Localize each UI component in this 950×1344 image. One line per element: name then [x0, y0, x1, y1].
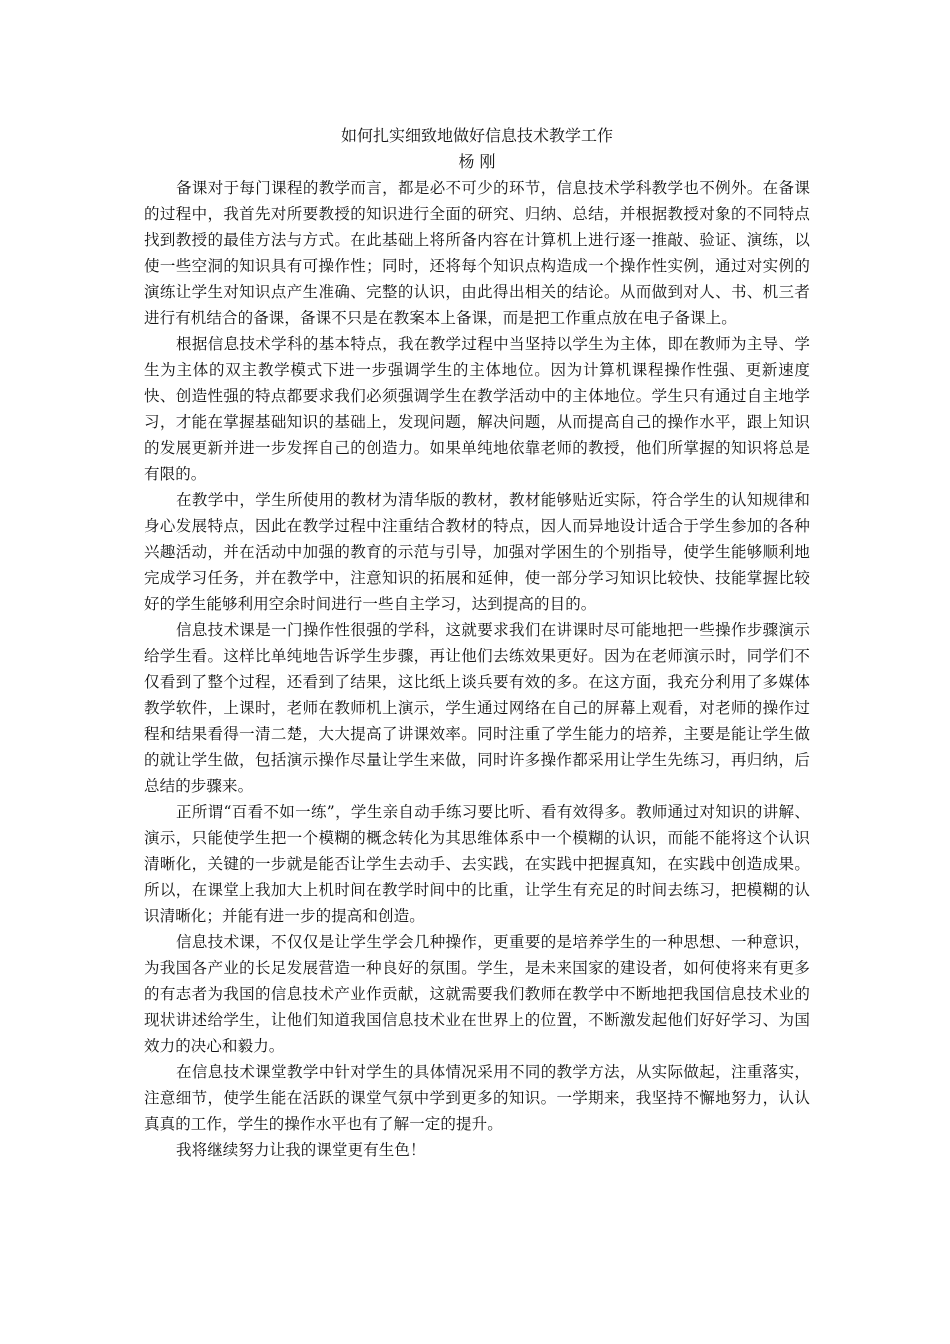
paragraph-closing: 我将继续努力让我的课堂更有生色！	[176, 1141, 426, 1159]
paragraph-textbook: 在教学中，学生所使用的教材为清华版的教材，教材能够贴近实际，符合学生的认知规律和身心发展特点，因此在教学过程中注重结合教材的特点，因人而异地设计适合于学生参加的各种兴趣活动，并在活动中加强的教育的示范与引导，加强对学困生的个别指导，使学生能够顺利地完成学习任务，并在教学中，注意知识的拓展和延伸，使一部分学习知识比较快、技能掌握比较好的学生能够利用空余时间进行一些自主学习，达到提高的目的。	[144, 491, 810, 613]
document-title: 如何扎实细致地做好信息技术教学工作	[340, 126, 613, 145]
paragraph-ideology: 信息技术课，不仅仅是让学生学会几种操作，更重要的是培养学生的一种思想、一种意识，为我国各产业的长足发展营造一种良好的氛围。学生，是未来国家的建设者，如何使将来有更多的有志者为我国的信息技术产业作贡献，这就需要我们教师在教学中不断地把我国信息技术业的现状讲述给学生，让他们知道我国信息技术业在世界上的位置，不断激发起他们好好学习、为国效力的决心和毅力。	[144, 933, 810, 1055]
paragraph-practice: 正所谓“百看不如一练”，学生亲自动手练习要比听、看有效得多。教师通过对知识的讲解、演示，只能使学生把一个模糊的概念转化为其思维体系中一个模糊的认识，而能不能将这个认识清晰化，关键的一步就是能否让学生去动手、去实践，在实践中把握真知，在实践中创造成果。所以，在课堂上我加大上机时间在教学时间中的比重，让学生有充足的时间去练习，把模糊的认识清晰化；并能有进一步的提高和创造。	[144, 803, 810, 925]
document-page	[144, 123, 810, 1163]
paragraph-student-subject: 根据信息技术学科的基本特点，我在教学过程中当坚持以学生为主体，即在教师为主导、学生为主体的双主教学模式下进一步强调学生的主体地位。因为计算机课程操作性强、更新速度快、创造性强的特点都要求我们必须强调学生在教学活动中的主体地位。学生只有通过自主地学习，才能在掌握基础知识的基础上，发现问题，解决问题，从而提高自己的操作水平，跟上知识的发展更新并进一步发挥自己的创造力。如果单纯地依靠老师的教授，他们所掌握的知识将总是有限的。	[144, 335, 810, 483]
paragraph-methods: 在信息技术课堂教学中针对学生的具体情况采用不同的教学方法，从实际做起，注重落实，注意细节，使学生能在活跃的课堂气氛中学到更多的知识。一学期来，我坚持不懈地努力，认认真真的工作，学生的操作水平也有了解一定的提升。	[144, 1063, 810, 1133]
paragraph-demonstration: 信息技术课是一门操作性很强的学科，这就要求我们在讲课时尽可能地把一些操作步骤演示给学生看。这样比单纯地告诉学生步骤，再让他们去练效果更好。因为在老师演示时，同学们不仅看到了整个过程，还看到了结果，这比纸上谈兵要有效的多。在这方面，我充分利用了多媒体教学软件，上课时，老师在教师机上演示，学生通过网络在自己的屏幕上观看，对老师的操作过程和结果看得一清二楚，大大提高了讲课效率。同时注重了学生能力的培养，主要是能让学生做的就让学生做，包括演示操作尽量让学生来做，同时许多操作都采用让学生先练习，再归纳，后总结的步骤来。	[144, 621, 810, 795]
paragraph-lesson-prep: 备课对于每门课程的教学而言，都是必不可少的环节，信息技术学科教学也不例外。在备课的过程中，我首先对所要教授的知识进行全面的研究、归纳、总结，并根据教授对象的不同特点找到教授的最佳方法与方式。在此基础上将所备内容在计算机上进行逐一推敲、验证、演练，以使一些空洞的知识具有可操作性；同时，还将每个知识点构造成一个操作性实例，通过对实例的演练让学生对知识点产生准确、完整的认识，由此得出相关的结论。从而做到对人、书、机三者进行有机结合的备课，备课不只是在教案本上备课，而是把工作重点放在电子备课上。	[144, 179, 810, 327]
document-author: 杨 刚	[458, 152, 496, 171]
